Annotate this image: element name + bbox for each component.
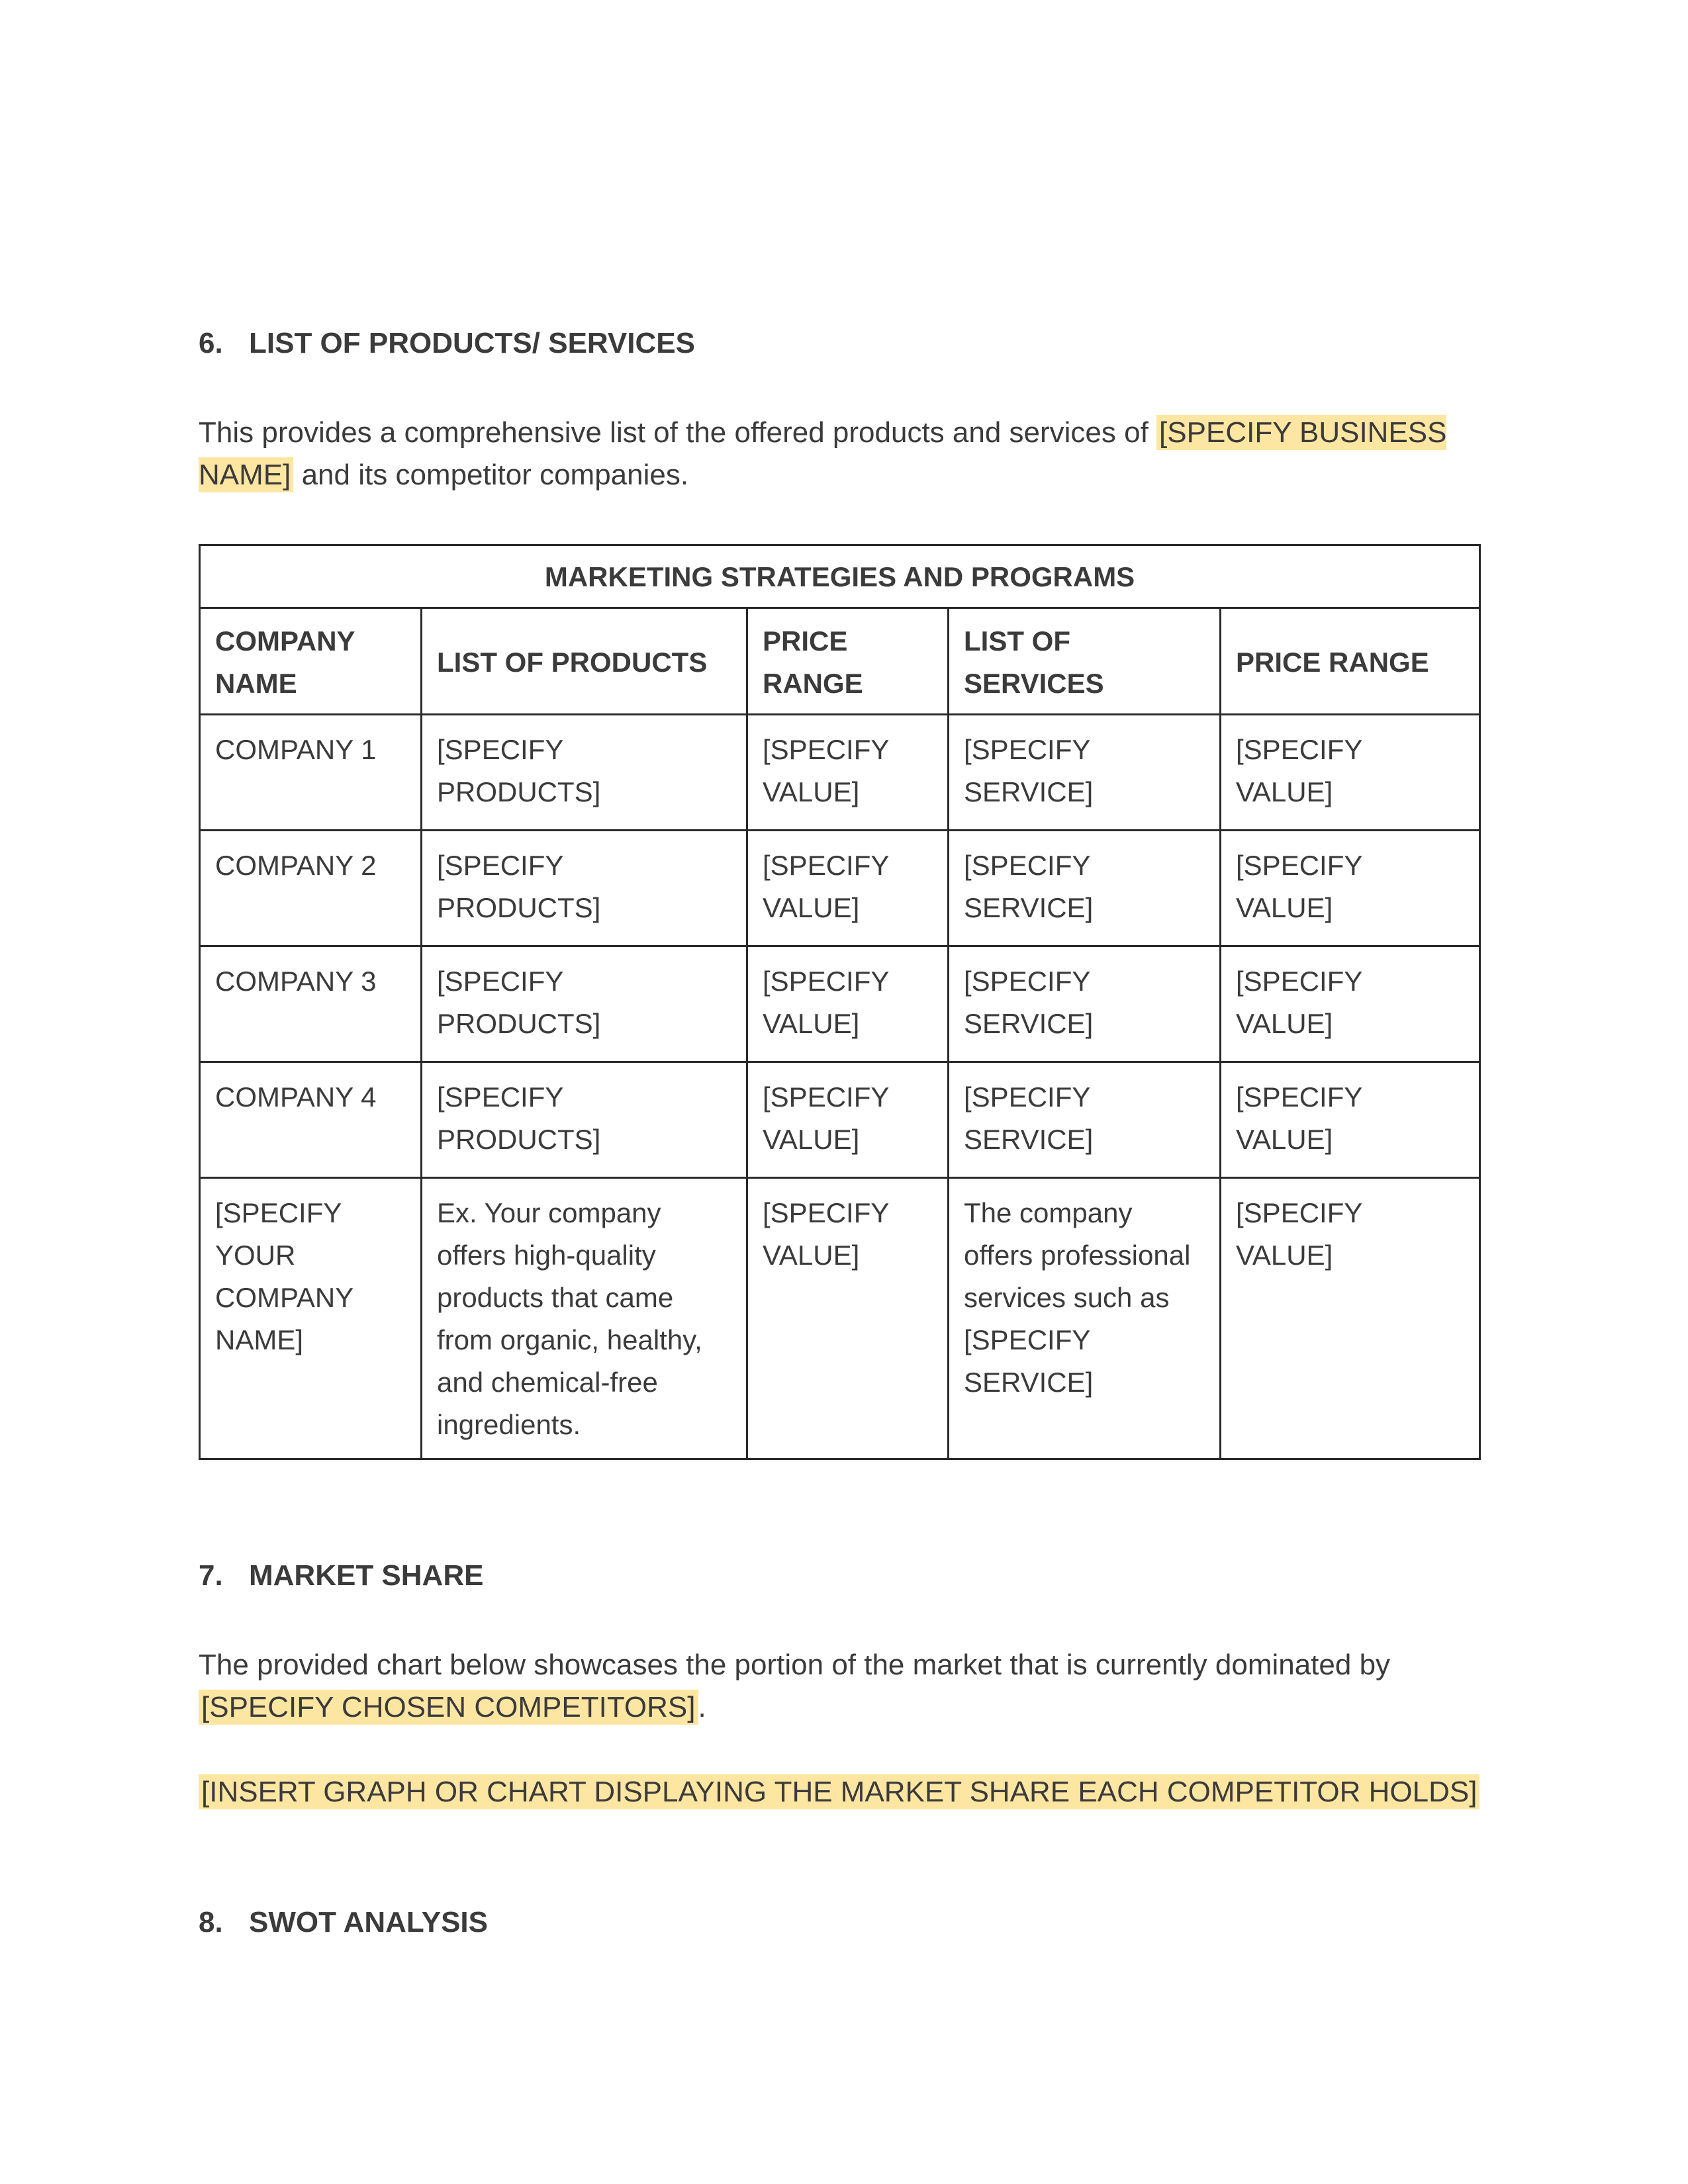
table-cell: [SPECIFY PRODUCTS]	[422, 715, 747, 831]
table-cell: [SPECIFY SERVICE]	[949, 946, 1221, 1062]
table-row	[200, 946, 1480, 1062]
table-cell: [SPECIFY PRODUCTS]	[422, 1062, 747, 1178]
table-cell: COMPANY 3	[200, 946, 422, 1062]
table-cell: [SPECIFY VALUE]	[1221, 1062, 1480, 1178]
table-title: MARKETING STRATEGIES AND PROGRAMS	[200, 545, 1480, 608]
section-6-number: 6.	[199, 327, 223, 359]
table-row	[200, 1178, 1480, 1459]
table-cell: [SPECIFY VALUE]	[747, 1062, 949, 1178]
section-7-heading	[199, 1559, 483, 1592]
insert-chart-placeholder: [INSERT GRAPH OR CHART DISPLAYING THE MARKET SHARE EACH COMPETITOR HOLDS]	[199, 1774, 1479, 1809]
table-cell: [SPECIFY SERVICE]	[949, 715, 1221, 831]
table-title-row	[200, 545, 1480, 608]
section-8-title: SWOT ANALYSIS	[249, 1906, 489, 1938]
section-7-title: MARKET SHARE	[249, 1559, 484, 1592]
section-7-number: 7.	[199, 1559, 223, 1592]
section-6-title: LIST OF PRODUCTS/ SERVICES	[249, 327, 695, 359]
column-header: LIST OF PRODUCTS	[422, 608, 747, 715]
table-row	[200, 1062, 1480, 1178]
products-services-table	[199, 544, 1481, 1460]
table-cell: [SPECIFY VALUE]	[1221, 1178, 1480, 1459]
column-header: COMPANY NAME	[200, 608, 422, 715]
table-cell: The company offers professional services such as [SPECIFY SERVICE]	[949, 1178, 1221, 1459]
table-cell: [SPECIFY VALUE]	[747, 946, 949, 1062]
table-cell: [SPECIFY SERVICE]	[949, 831, 1221, 946]
section-6-heading	[199, 327, 695, 360]
table-cell: [SPECIFY PRODUCTS]	[422, 831, 747, 946]
section-7-intro	[199, 1644, 1496, 1729]
section-7-intro-text-start: The provided chart below showcases the portion of the market that is currently dominated by	[199, 1649, 1391, 1681]
table-row	[200, 831, 1480, 946]
table-cell: [SPECIFY VALUE]	[1221, 715, 1480, 831]
section-8-heading	[199, 1906, 488, 1939]
column-header: PRICE RANGE	[1221, 608, 1480, 715]
table-cell: [SPECIFY VALUE]	[1221, 831, 1480, 946]
table-cell: [SPECIFY VALUE]	[1221, 946, 1480, 1062]
section-6-intro-text-start: This provides a comprehensive list of the offered products and services of	[199, 416, 1157, 449]
column-header: LIST OF SERVICES	[949, 608, 1221, 715]
table-cell: COMPANY 2	[200, 831, 422, 946]
section-8-number: 8.	[199, 1906, 223, 1938]
section-6-intro	[199, 412, 1496, 496]
insert-chart-line	[199, 1771, 1496, 1813]
table-row	[200, 715, 1480, 831]
table-cell: [SPECIFY YOUR COMPANY NAME]	[200, 1178, 422, 1459]
column-header: PRICE RANGE	[747, 608, 949, 715]
table-cell: COMPANY 1	[200, 715, 422, 831]
table-cell: [SPECIFY VALUE]	[747, 1178, 949, 1459]
table-cell: [SPECIFY PRODUCTS]	[422, 946, 747, 1062]
business-name-placeholder: [SPECIFY BUSINESS NAME]	[199, 416, 1447, 491]
table-cell: [SPECIFY VALUE]	[747, 831, 949, 946]
table-cell: [SPECIFY VALUE]	[747, 715, 949, 831]
table-cell: [SPECIFY SERVICE]	[949, 1062, 1221, 1178]
table-header-row	[200, 608, 1480, 715]
section-7-intro-text-end: .	[698, 1691, 706, 1723]
table-cell: Ex. Your company offers high-quality products that came from organic, healthy, and chemical-free ingredients.	[422, 1178, 747, 1459]
competitors-placeholder: [SPECIFY CHOSEN COMPETITORS]	[199, 1690, 698, 1725]
table-cell: COMPANY 4	[200, 1062, 422, 1178]
section-6-intro-text-end: and its competitor companies.	[293, 459, 689, 491]
